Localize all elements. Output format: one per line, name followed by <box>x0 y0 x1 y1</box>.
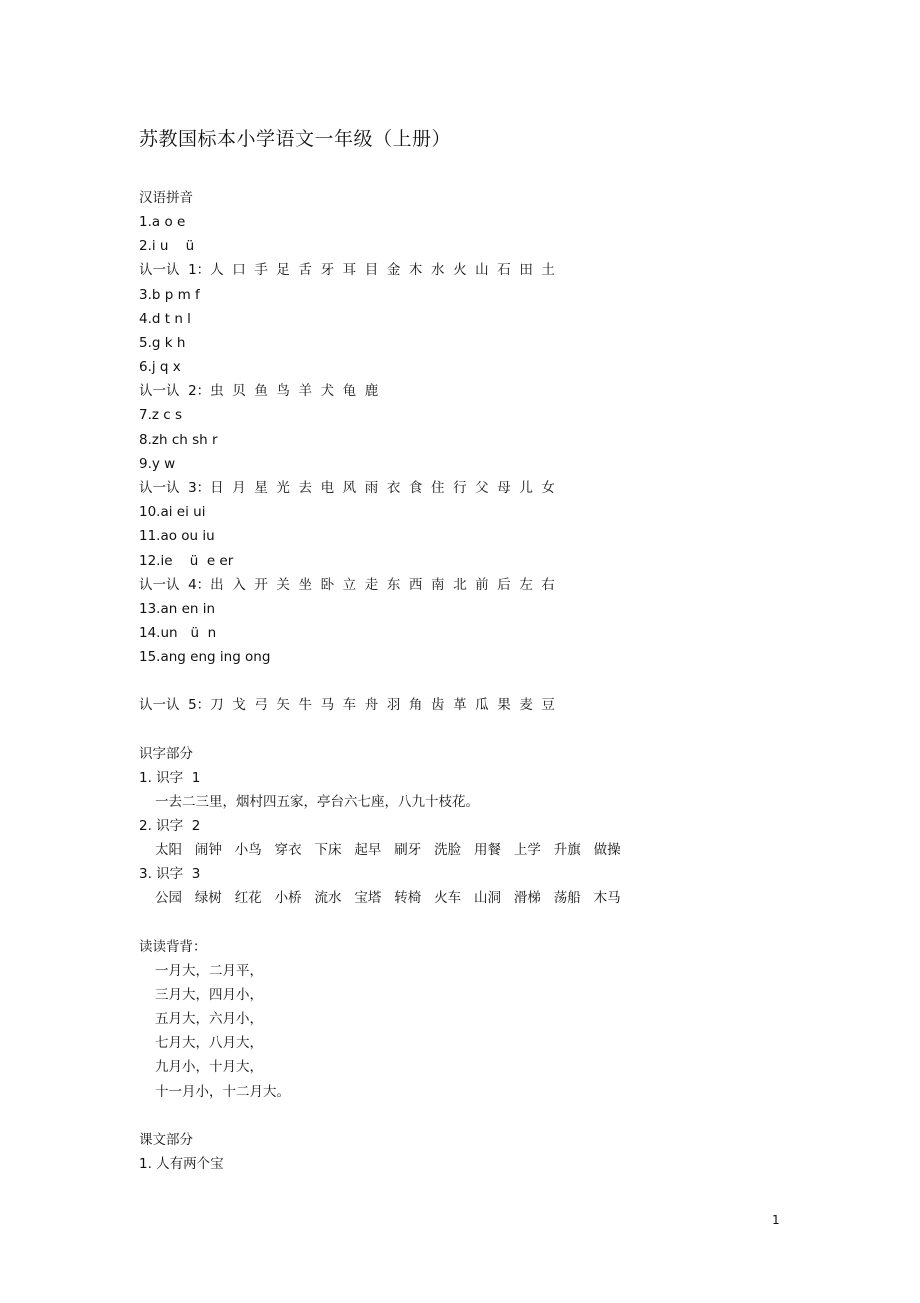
verse-line: 九月小，十月大， <box>155 1059 263 1075</box>
verse-line: 五月大，六月小， <box>155 1011 263 1027</box>
pinyin-line: 5.g k h <box>139 335 186 351</box>
pinyin-line: 9.y w <box>139 456 176 472</box>
shizi-item: 3. 识字 3 <box>139 866 201 882</box>
verse-line: 一月大，二月平， <box>155 963 263 979</box>
pinyin-line: 4.d t n l <box>139 311 191 327</box>
pinyin-line: 8.zh ch sh r <box>139 432 218 448</box>
recognize-line: 认一认 3：日 月 星 光 去 电 风 雨 衣 食 住 行 父 母 儿 女 <box>139 480 555 496</box>
page-number: 1 <box>772 1213 780 1227</box>
pinyin-line: 15.ang eng ing ong <box>139 649 271 665</box>
shizi-item: 1. 识字 1 <box>139 770 201 786</box>
shizi-item: 2. 识字 2 <box>139 818 201 834</box>
pinyin-line: 13.an en in <box>139 601 216 617</box>
pinyin-line: 2.i u ü <box>139 238 195 254</box>
pinyin-line: 10.ai ei ui <box>139 504 206 520</box>
section-heading-shizi: 识字部分 <box>139 746 193 762</box>
shizi-words: 太阳 闹钟 小鸟 穿衣 下床 起早 刷牙 洗脸 用餐 上学 升旗 做操 <box>155 842 621 858</box>
pinyin-line: 6.j q x <box>139 359 181 375</box>
section-heading-pinyin: 汉语拼音 <box>139 190 193 206</box>
section-heading-dudu: 读读背背： <box>139 939 207 955</box>
kewen-item: 1. 人有两个宝 <box>139 1156 224 1172</box>
section-heading-kewen: 课文部分 <box>139 1132 193 1148</box>
recognize-line: 认一认 4：出 入 开 关 坐 卧 立 走 东 西 南 北 前 后 左 右 <box>139 577 555 593</box>
recognize-line: 认一认 5：刀 戈 弓 矢 牛 马 车 舟 羽 角 齿 革 瓜 果 麦 豆 <box>139 697 555 713</box>
pinyin-line: 7.z c s <box>139 407 183 423</box>
pinyin-line: 14.un ü n <box>139 625 217 641</box>
document-title: 苏教国标本小学语文一年级（上册） <box>139 128 452 150</box>
verse-line: 十一月小，十二月大。 <box>155 1084 290 1100</box>
shizi-text: 一去二三里，烟村四五家，亭台六七座，八九十枝花。 <box>155 794 479 810</box>
pinyin-line: 3.b p m f <box>139 287 200 303</box>
shizi-words: 公园 绿树 红花 小桥 流水 宝塔 转椅 火车 山洞 滑梯 荡船 木马 <box>155 890 621 906</box>
recognize-line: 认一认 2：虫 贝 鱼 鸟 羊 犬 龟 鹿 <box>139 383 379 399</box>
verse-line: 三月大，四月小， <box>155 987 263 1003</box>
verse-line: 七月大，八月大， <box>155 1035 263 1051</box>
pinyin-line: 1.a o e <box>139 214 186 230</box>
recognize-line: 认一认 1：人 口 手 足 舌 牙 耳 目 金 木 水 火 山 石 田 土 <box>139 262 555 278</box>
pinyin-line: 11.ao ou iu <box>139 528 215 544</box>
pinyin-line: 12.ie ü e er <box>139 553 234 569</box>
